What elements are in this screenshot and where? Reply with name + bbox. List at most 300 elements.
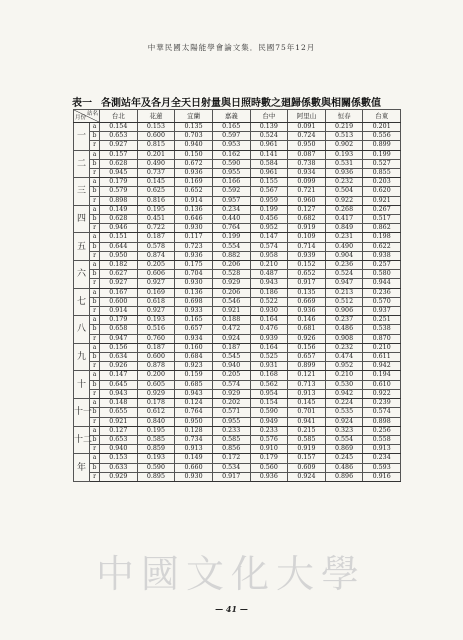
station-header: 台中 <box>250 110 288 123</box>
value-cell: 0.169 <box>175 178 213 187</box>
table-header-row <box>74 110 401 123</box>
value-cell: 0.600 <box>100 297 138 306</box>
value-cell: 0.955 <box>212 417 250 426</box>
month-cell: 三 <box>74 178 90 206</box>
value-cell: 0.934 <box>288 169 326 178</box>
value-cell: 0.440 <box>212 215 250 224</box>
value-cell: 0.917 <box>288 279 326 288</box>
value-cell: 0.600 <box>137 132 175 141</box>
value-cell: 0.490 <box>325 242 363 251</box>
value-cell: 0.620 <box>363 187 401 196</box>
value-cell: 0.895 <box>137 472 175 481</box>
value-cell: 0.945 <box>100 169 138 178</box>
table-row <box>74 307 401 316</box>
value-cell: 0.698 <box>175 297 213 306</box>
coefficient-cell: a <box>90 288 100 297</box>
value-cell: 0.525 <box>250 353 288 362</box>
value-cell: 0.612 <box>137 408 175 417</box>
table-row <box>74 371 401 380</box>
value-cell: 0.513 <box>325 132 363 141</box>
coefficient-cell: b <box>90 435 100 444</box>
value-cell: 0.723 <box>175 242 213 251</box>
table-row <box>74 389 401 398</box>
value-cell: 0.534 <box>212 463 250 472</box>
value-cell: 0.476 <box>250 325 288 334</box>
value-cell: 0.914 <box>175 196 213 205</box>
value-cell: 0.952 <box>325 362 363 371</box>
value-cell: 0.199 <box>250 205 288 214</box>
coefficient-cell: a <box>90 178 100 187</box>
value-cell: 0.245 <box>325 454 363 463</box>
value-cell: 0.960 <box>288 196 326 205</box>
value-cell: 0.512 <box>325 297 363 306</box>
value-cell: 0.684 <box>175 353 213 362</box>
value-cell: 0.157 <box>288 454 326 463</box>
coefficient-cell: a <box>90 316 100 325</box>
value-cell: 0.927 <box>137 307 175 316</box>
value-cell: 0.232 <box>325 178 363 187</box>
value-cell: 0.156 <box>100 343 138 352</box>
value-cell: 0.164 <box>250 316 288 325</box>
value-cell: 0.929 <box>212 279 250 288</box>
value-cell: 0.160 <box>175 343 213 352</box>
value-cell: 0.567 <box>250 187 288 196</box>
table-row <box>74 159 401 168</box>
value-cell: 0.570 <box>363 297 401 306</box>
table-row <box>74 187 401 196</box>
value-cell: 0.234 <box>212 205 250 214</box>
value-cell: 0.199 <box>212 233 250 242</box>
coefficient-cell: a <box>90 261 100 270</box>
month-cell: 一 <box>74 123 90 151</box>
value-cell: 0.898 <box>363 417 401 426</box>
value-cell: 0.585 <box>137 435 175 444</box>
value-cell: 0.646 <box>175 215 213 224</box>
value-cell: 0.921 <box>363 196 401 205</box>
value-cell: 0.611 <box>363 353 401 362</box>
value-cell: 0.121 <box>288 371 326 380</box>
value-cell: 0.524 <box>250 132 288 141</box>
value-cell: 0.205 <box>137 261 175 270</box>
month-cell: 八 <box>74 316 90 344</box>
value-cell: 0.737 <box>137 169 175 178</box>
station-header: 嘉義 <box>212 110 250 123</box>
value-cell: 0.117 <box>175 233 213 242</box>
coefficient-cell: r <box>90 251 100 260</box>
regression-table <box>73 109 401 482</box>
value-cell: 0.490 <box>137 159 175 168</box>
value-cell: 0.147 <box>250 233 288 242</box>
month-cell: 二 <box>74 150 90 178</box>
value-cell: 0.178 <box>137 399 175 408</box>
value-cell: 0.206 <box>212 261 250 270</box>
table-row <box>74 178 401 187</box>
value-cell: 0.724 <box>288 132 326 141</box>
coefficient-cell: r <box>90 389 100 398</box>
value-cell: 0.456 <box>250 215 288 224</box>
coefficient-cell: b <box>90 187 100 196</box>
value-cell: 0.605 <box>137 380 175 389</box>
value-cell: 0.929 <box>212 389 250 398</box>
value-cell: 0.186 <box>250 288 288 297</box>
value-cell: 0.417 <box>325 215 363 224</box>
coefficient-cell: b <box>90 353 100 362</box>
coefficient-cell: a <box>90 371 100 380</box>
value-cell: 0.633 <box>100 463 138 472</box>
table-title <box>72 94 402 109</box>
value-cell: 0.194 <box>363 371 401 380</box>
value-cell: 0.685 <box>175 380 213 389</box>
value-cell: 0.136 <box>175 205 213 214</box>
value-cell: 0.644 <box>100 242 138 251</box>
value-cell: 0.578 <box>137 242 175 251</box>
value-cell: 0.869 <box>325 445 363 454</box>
value-cell: 0.941 <box>288 417 326 426</box>
value-cell: 0.840 <box>137 417 175 426</box>
value-cell: 0.921 <box>212 307 250 316</box>
value-cell: 0.524 <box>325 270 363 279</box>
value-cell: 0.917 <box>212 472 250 481</box>
month-cell: 七 <box>74 288 90 316</box>
value-cell: 0.472 <box>212 325 250 334</box>
value-cell: 0.606 <box>137 270 175 279</box>
value-cell: 0.922 <box>325 196 363 205</box>
coefficient-cell: r <box>90 334 100 343</box>
value-cell: 0.195 <box>137 205 175 214</box>
value-cell: 0.609 <box>288 463 326 472</box>
value-cell: 0.323 <box>325 426 363 435</box>
value-cell: 0.653 <box>100 435 138 444</box>
value-cell: 0.168 <box>250 371 288 380</box>
value-cell: 0.906 <box>325 307 363 316</box>
value-cell: 0.233 <box>212 426 250 435</box>
value-cell: 0.939 <box>288 251 326 260</box>
table-row <box>74 224 401 233</box>
value-cell: 0.193 <box>325 150 363 159</box>
value-cell: 0.950 <box>175 417 213 426</box>
value-cell: 0.148 <box>100 399 138 408</box>
value-cell: 0.147 <box>100 371 138 380</box>
value-cell: 0.558 <box>363 435 401 444</box>
value-cell: 0.929 <box>100 472 138 481</box>
table-row <box>74 132 401 141</box>
value-cell: 0.628 <box>100 159 138 168</box>
value-cell: 0.764 <box>175 408 213 417</box>
table-row <box>74 472 401 481</box>
coefficient-cell: r <box>90 472 100 481</box>
value-cell: 0.936 <box>250 472 288 481</box>
value-cell: 0.672 <box>175 159 213 168</box>
value-cell: 0.652 <box>288 270 326 279</box>
table-row <box>74 150 401 159</box>
value-cell: 0.856 <box>212 445 250 454</box>
table-row <box>74 380 401 389</box>
value-cell: 0.584 <box>250 159 288 168</box>
value-cell: 0.257 <box>363 261 401 270</box>
value-cell: 0.127 <box>288 205 326 214</box>
value-cell: 0.954 <box>250 389 288 398</box>
value-cell: 0.947 <box>325 279 363 288</box>
month-cell: 六 <box>74 261 90 289</box>
value-cell: 0.930 <box>175 279 213 288</box>
value-cell: 0.910 <box>250 445 288 454</box>
value-cell: 0.155 <box>250 178 288 187</box>
table-row <box>74 435 401 444</box>
table-row <box>74 215 401 224</box>
value-cell: 0.590 <box>212 159 250 168</box>
value-cell: 0.562 <box>250 380 288 389</box>
table-row <box>74 261 401 270</box>
coefficient-cell: a <box>90 399 100 408</box>
value-cell: 0.958 <box>250 251 288 260</box>
value-cell: 0.585 <box>212 435 250 444</box>
value-cell: 0.554 <box>325 435 363 444</box>
month-cell: 十一 <box>74 399 90 427</box>
value-cell: 0.162 <box>212 150 250 159</box>
table-row <box>74 233 401 242</box>
value-cell: 0.913 <box>175 445 213 454</box>
value-cell: 0.816 <box>137 196 175 205</box>
value-cell: 0.936 <box>175 251 213 260</box>
value-cell: 0.657 <box>288 353 326 362</box>
value-cell: 0.947 <box>100 334 138 343</box>
value-cell: 0.574 <box>250 242 288 251</box>
value-cell: 0.950 <box>288 141 326 150</box>
value-cell: 0.200 <box>137 371 175 380</box>
value-cell: 0.516 <box>137 325 175 334</box>
table-row <box>74 297 401 306</box>
table-row <box>74 362 401 371</box>
value-cell: 0.862 <box>363 224 401 233</box>
value-cell: 0.899 <box>288 362 326 371</box>
value-cell: 0.538 <box>363 325 401 334</box>
value-cell: 0.579 <box>100 187 138 196</box>
value-cell: 0.597 <box>212 132 250 141</box>
station-header: 阿里山 <box>288 110 326 123</box>
value-cell: 0.942 <box>325 389 363 398</box>
value-cell: 0.528 <box>212 270 250 279</box>
value-cell: 0.201 <box>137 150 175 159</box>
value-cell: 0.919 <box>288 445 326 454</box>
value-cell: 0.930 <box>175 224 213 233</box>
value-cell: 0.232 <box>325 343 363 352</box>
value-cell: 0.585 <box>288 435 326 444</box>
coefficient-cell: r <box>90 196 100 205</box>
value-cell: 0.849 <box>325 224 363 233</box>
value-cell: 0.560 <box>250 463 288 472</box>
value-cell: 0.156 <box>288 343 326 352</box>
value-cell: 0.653 <box>100 132 138 141</box>
value-cell: 0.546 <box>212 297 250 306</box>
value-cell: 0.940 <box>175 141 213 150</box>
value-cell: 0.703 <box>175 132 213 141</box>
value-cell: 0.618 <box>137 297 175 306</box>
value-cell: 0.738 <box>288 159 326 168</box>
value-cell: 0.234 <box>363 454 401 463</box>
value-cell: 0.165 <box>175 316 213 325</box>
table-row <box>74 205 401 214</box>
value-cell: 0.182 <box>100 261 138 270</box>
coefficient-cell: r <box>90 417 100 426</box>
value-cell: 0.592 <box>212 187 250 196</box>
value-cell: 0.955 <box>212 169 250 178</box>
value-cell: 0.704 <box>175 270 213 279</box>
value-cell: 0.522 <box>250 297 288 306</box>
value-cell: 0.188 <box>212 316 250 325</box>
value-cell: 0.157 <box>100 150 138 159</box>
value-cell: 0.210 <box>325 371 363 380</box>
coefficient-cell: r <box>90 362 100 371</box>
station-header: 台北 <box>100 110 138 123</box>
value-cell: 0.205 <box>212 371 250 380</box>
value-cell: 0.722 <box>137 224 175 233</box>
value-cell: 0.219 <box>325 123 363 132</box>
value-cell: 0.590 <box>137 463 175 472</box>
value-cell: 0.943 <box>175 389 213 398</box>
value-cell: 0.201 <box>363 123 401 132</box>
value-cell: 0.231 <box>325 233 363 242</box>
value-cell: 0.187 <box>212 343 250 352</box>
coefficient-cell: a <box>90 123 100 132</box>
value-cell: 0.487 <box>250 270 288 279</box>
value-cell: 0.149 <box>100 205 138 214</box>
value-cell: 0.657 <box>175 325 213 334</box>
value-cell: 0.914 <box>100 307 138 316</box>
value-cell: 0.135 <box>175 123 213 132</box>
value-cell: 0.936 <box>288 307 326 316</box>
value-cell: 0.924 <box>212 334 250 343</box>
table-row <box>74 141 401 150</box>
value-cell: 0.193 <box>137 454 175 463</box>
value-cell: 0.961 <box>250 141 288 150</box>
coefficient-cell: r <box>90 307 100 316</box>
value-cell: 0.237 <box>325 316 363 325</box>
university-watermark: 中國文化大學 <box>96 552 367 596</box>
table-caption: 各測站年及各月全天日射量與日照時數之廻歸係數與相關係數值 <box>101 98 381 109</box>
value-cell: 0.923 <box>175 362 213 371</box>
value-cell: 0.815 <box>137 141 175 150</box>
value-cell: 0.943 <box>250 279 288 288</box>
value-cell: 0.950 <box>100 251 138 260</box>
table-row <box>74 334 401 343</box>
value-cell: 0.924 <box>325 417 363 426</box>
month-cell: 四 <box>74 205 90 233</box>
value-cell: 0.167 <box>100 288 138 297</box>
value-cell: 0.934 <box>175 334 213 343</box>
value-cell: 0.210 <box>250 261 288 270</box>
coefficient-cell: b <box>90 325 100 334</box>
value-cell: 0.899 <box>363 141 401 150</box>
value-cell: 0.574 <box>212 380 250 389</box>
value-cell: 0.251 <box>363 316 401 325</box>
value-cell: 0.199 <box>363 150 401 159</box>
coefficient-cell: b <box>90 132 100 141</box>
value-cell: 0.268 <box>325 205 363 214</box>
value-cell: 0.091 <box>288 123 326 132</box>
value-cell: 0.942 <box>363 362 401 371</box>
value-cell: 0.933 <box>175 307 213 316</box>
coefficient-cell: r <box>90 224 100 233</box>
value-cell: 0.902 <box>325 141 363 150</box>
value-cell: 0.627 <box>100 270 138 279</box>
value-cell: 0.517 <box>363 215 401 224</box>
corner-station-label: 站名 <box>86 111 98 117</box>
value-cell: 0.622 <box>363 242 401 251</box>
value-cell: 0.451 <box>137 215 175 224</box>
value-cell: 0.179 <box>100 178 138 187</box>
value-cell: 0.554 <box>212 242 250 251</box>
value-cell: 0.961 <box>250 169 288 178</box>
value-cell: 0.930 <box>175 472 213 481</box>
value-cell: 0.128 <box>175 426 213 435</box>
value-cell: 0.760 <box>137 334 175 343</box>
value-cell: 0.486 <box>325 463 363 472</box>
value-cell: 0.145 <box>137 178 175 187</box>
value-cell: 0.215 <box>288 426 326 435</box>
value-cell: 0.580 <box>363 270 401 279</box>
value-cell: 0.531 <box>325 159 363 168</box>
station-header: 宜蘭 <box>175 110 213 123</box>
value-cell: 0.267 <box>363 205 401 214</box>
value-cell: 0.166 <box>212 178 250 187</box>
value-cell: 0.652 <box>175 187 213 196</box>
coefficient-cell: b <box>90 297 100 306</box>
table-row <box>74 408 401 417</box>
value-cell: 0.206 <box>212 288 250 297</box>
value-cell: 0.931 <box>250 362 288 371</box>
coefficient-cell: r <box>90 169 100 178</box>
value-cell: 0.859 <box>137 445 175 454</box>
table-row <box>74 353 401 362</box>
value-cell: 0.145 <box>288 399 326 408</box>
coefficient-cell: a <box>90 343 100 352</box>
value-cell: 0.127 <box>100 426 138 435</box>
value-cell: 0.179 <box>100 316 138 325</box>
value-cell: 0.874 <box>137 251 175 260</box>
value-cell: 0.930 <box>250 307 288 316</box>
running-header: 中華民國太陽能學會論文集．民國75年12月 <box>147 43 316 52</box>
value-cell: 0.734 <box>175 435 213 444</box>
value-cell: 0.870 <box>363 334 401 343</box>
value-cell: 0.721 <box>288 187 326 196</box>
value-cell: 0.926 <box>288 334 326 343</box>
value-cell: 0.527 <box>363 159 401 168</box>
table-row <box>74 242 401 251</box>
value-cell: 0.535 <box>325 408 363 417</box>
value-cell: 0.957 <box>212 196 250 205</box>
value-cell: 0.152 <box>288 261 326 270</box>
value-cell: 0.916 <box>363 472 401 481</box>
value-cell: 0.908 <box>325 334 363 343</box>
value-cell: 0.256 <box>363 426 401 435</box>
coefficient-cell: b <box>90 159 100 168</box>
value-cell: 0.590 <box>250 408 288 417</box>
value-cell: 0.593 <box>363 463 401 472</box>
value-cell: 0.924 <box>288 472 326 481</box>
value-cell: 0.193 <box>137 316 175 325</box>
value-cell: 0.151 <box>100 233 138 242</box>
value-cell: 0.896 <box>325 472 363 481</box>
value-cell: 0.959 <box>250 196 288 205</box>
value-cell: 0.658 <box>100 325 138 334</box>
month-cell: 十二 <box>74 426 90 454</box>
value-cell: 0.571 <box>212 408 250 417</box>
value-cell: 0.187 <box>137 233 175 242</box>
value-cell: 0.645 <box>100 380 138 389</box>
value-cell: 0.660 <box>175 463 213 472</box>
value-cell: 0.713 <box>288 380 326 389</box>
value-cell: 0.625 <box>137 187 175 196</box>
